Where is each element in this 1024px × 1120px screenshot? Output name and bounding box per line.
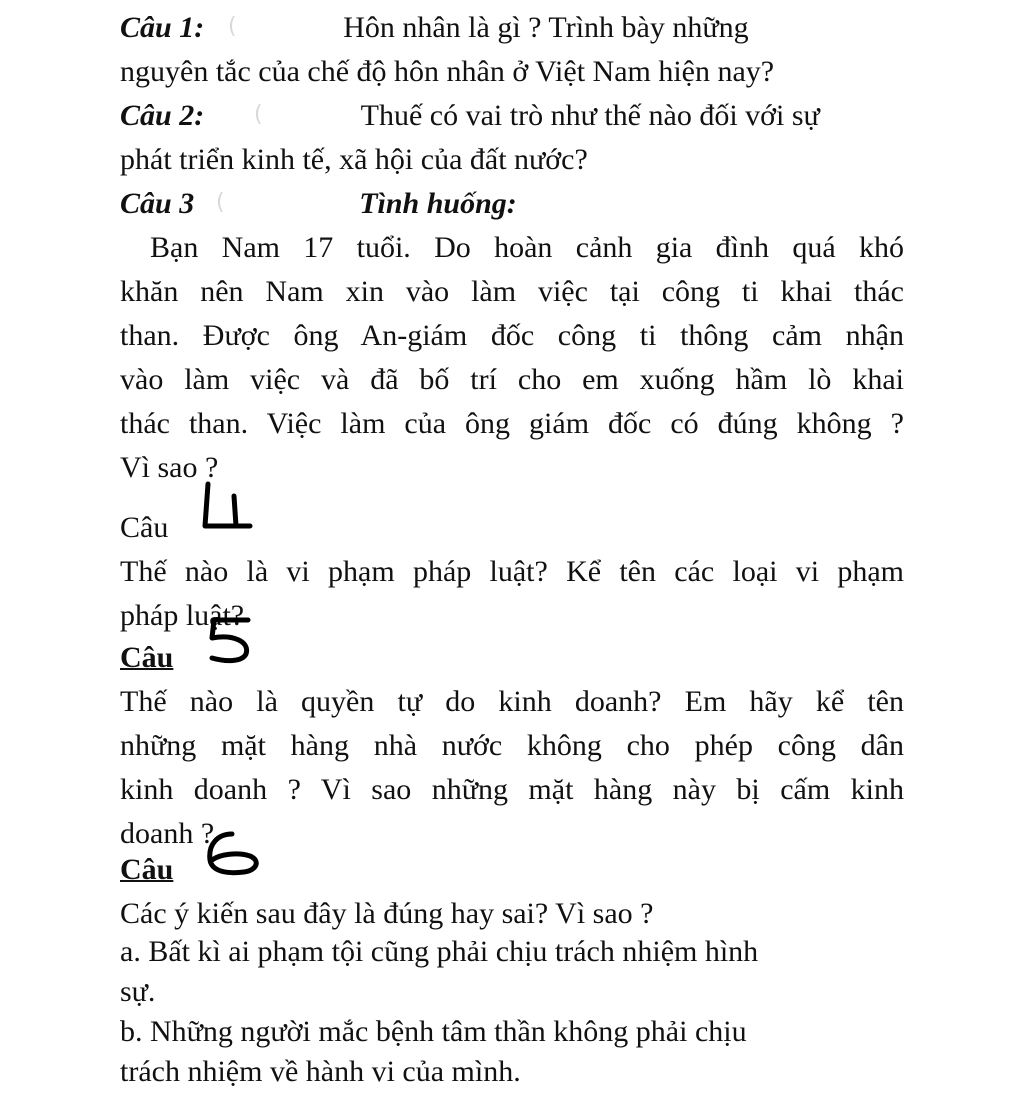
q3-heading: Tình huống: (359, 187, 517, 220)
q6-a-line-2: sự. (120, 975, 156, 1008)
q6-intro: Các ý kiến sau đây là đúng hay sai? Vì sao ? (120, 897, 654, 930)
scan-mark: ( (228, 14, 237, 39)
q2-label: Câu 2: (120, 99, 205, 132)
q2-line-2: phát triển kinh tế, xã hội của đất nước? (120, 143, 588, 176)
q3-text-line-2: khăn nên Nam xin vào làm việc tại công ti khai thác (120, 275, 904, 308)
q4-text-line-2: pháp luật? (120, 599, 245, 632)
scan-mark: ( (216, 190, 225, 215)
scan-mark: ( (254, 102, 263, 127)
q5-text-line-2: những mặt hàng nhà nước không cho phép công dân (120, 729, 904, 762)
q1-line-1 (120, 8, 749, 48)
q6-a-line-1: a. Bất kì ai phạm tội cũng phải chịu trách nhiệm hình (120, 935, 759, 968)
q3-text-line-5: thác than. Việc làm của ông giám đốc có đúng không ? (120, 407, 904, 440)
handwritten-number-6 (198, 826, 268, 886)
q1-text: Hôn nhân là gì ? Trình bày những (343, 11, 749, 44)
q5-text-line-1: Thế nào là quyền tự do kinh doanh? Em hãy kể tên (120, 685, 904, 718)
q5-label: Câu (120, 641, 174, 674)
q6-label: Câu (120, 853, 174, 886)
q6-b-line-1: b. Những người mắc bệnh tâm thần không phải chịu (120, 1015, 747, 1048)
q6-b-line-2: trách nhiệm về hành vi của mình. (120, 1055, 521, 1088)
q3-line-heading (120, 184, 517, 224)
q3-label: Câu 3 (120, 187, 195, 220)
q4-text-line-1: Thế nào là vi phạm pháp luật? Kể tên các loại vi phạm (120, 555, 904, 588)
q4-label: Câu (120, 511, 169, 544)
q5-text-line-4: doanh ? (120, 817, 215, 850)
q6-label-line (120, 850, 173, 890)
q3-text-line-6: Vì sao ? (120, 451, 219, 484)
q3-text-line-4: vào làm việc và đã bố trí cho em xuống hầm lò khai (120, 363, 904, 396)
q2-text: Thuế có vai trò như thế nào đối với sự (360, 99, 820, 132)
q5-text-line-3: kinh doanh ? Vì sao những mặt hàng này bị cấm kinh (120, 773, 904, 806)
handwritten-number-4 (196, 478, 266, 548)
q1-label: Câu 1: (120, 11, 205, 44)
q3-text-line-1: Bạn Nam 17 tuổi. Do hoàn cảnh gia đình quá khó (150, 231, 904, 264)
handwritten-number-5 (204, 608, 264, 668)
q3-text-line-3: than. Được ông An-giám đốc công ti thông cảm nhận (120, 319, 904, 352)
q5-label-line (120, 638, 173, 678)
q2-line-1 (120, 96, 820, 136)
q1-line-2: nguyên tắc của chế độ hôn nhân ở Việt Nam hiện nay? (120, 55, 775, 88)
